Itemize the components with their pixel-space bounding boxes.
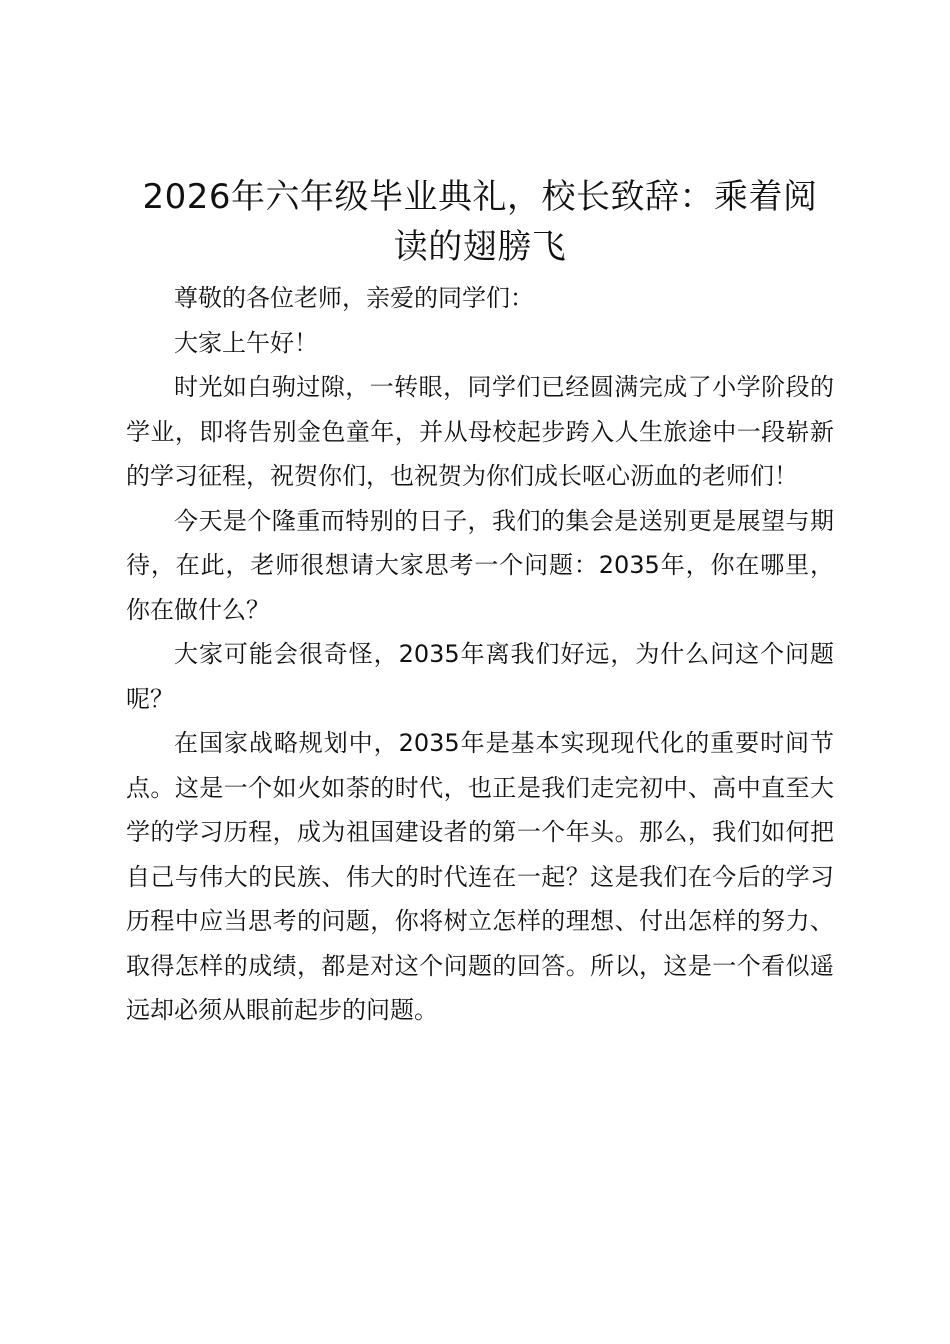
salutation-paragraph: 大家上午好！: [174, 328, 318, 357]
body-paragraph: 在国家战略规划中，2035年是基本实现现代化的重要时间节点。这是一个如火如荼的时代，也正是我们走完初中、高中直至大学的学习历程，成为祖国建设者的第一个年头。那么，我们如何把自己与伟大的民族、伟大的时代连在一起？这是我们在今后的学习历程中应当思考的问题，你将树立怎样的理想、付出怎样的努力、取得怎样的成绩，都是对这个问题的回答。所以，这是一个看似遥远却必须从眼前起步的问题。: [126, 729, 834, 1024]
body-paragraph: 今天是个隆重而特别的日子，我们的集会是送别更是展望与期待，在此，老师很想请大家思考一个问题：2035年，你在哪里，你在做什么？: [126, 506, 834, 624]
body-paragraph: 大家可能会很奇怪，2035年离我们好远，为什么问这个问题呢？: [126, 640, 834, 713]
document-page: [126, 172, 834, 1033]
document-title: 2026年六年级毕业典礼，校长致辞：乘着阅读的翅膀飞: [142, 177, 818, 267]
greeting-paragraph: 尊敬的各位老师，亲爱的同学们：: [174, 284, 534, 312]
document-body: [126, 276, 834, 1033]
body-paragraph: 时光如白驹过隙，一转眼，同学们已经圆满完成了小学阶段的学业，即将告别金色童年，并从母校起步跨入人生旅途中一段崭新的学习征程，祝贺你们，也祝贺为你们成长呕心沥血的老师们！: [126, 373, 834, 490]
